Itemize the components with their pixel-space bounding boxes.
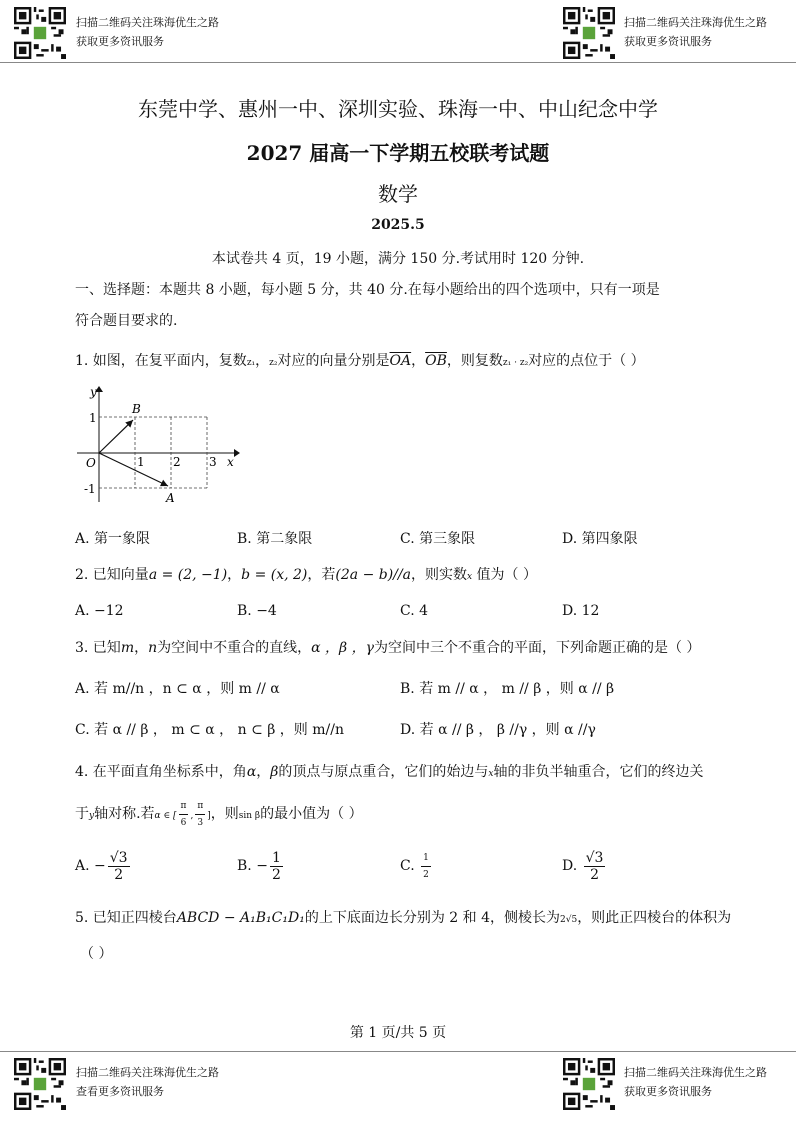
q4-text-g: ，则 (210, 806, 239, 822)
schools-title: 东莞中学、惠州一中、深圳实验、珠海一中、中山纪念中学 (138, 97, 658, 121)
qr-caption (624, 13, 767, 51)
q3-option-a: A. 若 m//n ，n ⊂ α ，则 m // α (75, 681, 280, 697)
q1-option-c: C. 第三象限 (400, 531, 476, 547)
q4-x: x (488, 769, 494, 779)
point-b-label: B (132, 402, 141, 416)
page-number: 第 1 页/共 5 页 (349, 1025, 447, 1041)
q1-product: z₁ · z₂ (502, 358, 529, 368)
qr-caption (76, 13, 219, 51)
q3-text-a: 3. 已知 (75, 640, 121, 656)
question-5-answer-paren: （ ） (80, 946, 113, 962)
q2-option-d: D. 12 (562, 603, 600, 619)
q3-sep: ， (134, 640, 149, 656)
question-4-stem-cont (75, 796, 363, 832)
qr-caption-line2: 获取更多资讯服务 (76, 35, 164, 48)
vector-oa (99, 453, 168, 486)
q4-opt-b-sign: − (256, 858, 268, 874)
q3-text-b: 为空间中不重合的直线， (157, 640, 312, 656)
q4-opt-c-num: 1 (421, 850, 431, 867)
q4-frac2-num: π (195, 798, 205, 815)
q1-text-c: ，则复数 (446, 353, 503, 369)
vector-ob (99, 420, 133, 453)
qr-code-icon (14, 7, 66, 59)
question-4-stem (75, 762, 703, 784)
q1-sep1: ， (255, 353, 270, 369)
q4-option-b (237, 846, 285, 886)
qr-caption-line1: 扫描二维码关注珠海优生之路 (624, 16, 767, 29)
q4-opt-d-frac (584, 850, 606, 883)
question-5-stem (75, 908, 731, 930)
q4-opt-d-den: 2 (590, 866, 600, 883)
y-tick-neg1: -1 (84, 482, 96, 496)
q3-m: m (120, 640, 135, 656)
q3-option-c: C. 若 α // β ， m ⊂ α ， n ⊂ β ，则 m//n (75, 722, 344, 738)
q4-opt-c-frac (421, 850, 431, 883)
x-tick-3: 3 (209, 455, 217, 469)
qr-code-icon (563, 7, 615, 59)
q3-n: n (148, 640, 158, 656)
q1-text-a: 1. 如图，在复平面内，复数 (75, 353, 247, 369)
qr-code-icon (563, 1058, 615, 1110)
section-heading: 一、选择题：本题共 8 小题，每小题 5 分，共 40 分.在每小题给出的四个选项中，只有一项是 (75, 282, 660, 298)
q1-option-a: A. 第一象限 (75, 531, 151, 547)
q4-sinb: sin β (238, 811, 261, 821)
qr-code-icon (14, 1058, 66, 1110)
q2-vector-b: b = (x, 2) (241, 567, 308, 583)
q4-frac-pi-3 (195, 798, 205, 831)
q1-text-d: 对应的点位于（ ） (528, 353, 645, 369)
y-axis-label: y (90, 385, 97, 399)
question-2-stem (75, 565, 537, 587)
q4-alpha: α (246, 764, 257, 780)
q4-text-d: 轴的非负半轴重合，它们的终边关 (493, 764, 704, 780)
q4-text-c: 的顶点与原点重合，它们的始边与 (278, 764, 489, 780)
qr-caption (624, 1063, 767, 1101)
q2-text-c: ，则实数 (410, 567, 467, 583)
q2-text-b: ，若 (307, 567, 336, 583)
qr-caption-line1: 扫描二维码关注珠海优生之路 (624, 1066, 767, 1079)
x-tick-2: 2 (173, 455, 181, 469)
q4-frac1-num: π (179, 798, 189, 815)
qr-caption (76, 1063, 219, 1101)
q4-opt-a-label: A. (75, 858, 90, 874)
section-heading-cont: 符合题目要求的. (75, 313, 178, 329)
point-a-label: A (166, 491, 175, 505)
question-1-stem (75, 351, 645, 373)
q4-frac2-den: 3 (197, 817, 204, 828)
qr-caption-line1: 扫描二维码关注珠海优生之路 (76, 1066, 219, 1079)
q4-opt-b-label: B. (237, 858, 252, 874)
q4-option-c (400, 846, 433, 886)
q1-complex-plane-figure (72, 382, 242, 507)
q1-z1: z₁ (246, 358, 256, 368)
q3-text-c: 为空间中三个不重合的平面，下列命题正确的是（ ） (373, 640, 701, 656)
q2-option-a: A. −12 (75, 603, 124, 619)
q4-text-a: 4. 在平面直角坐标系中，角 (75, 764, 247, 780)
q2-var-x: x (466, 572, 473, 582)
q2-vector-a: a = (2, −1) (148, 567, 228, 583)
q4-text-h: 的最小值为（ ） (260, 806, 363, 822)
q1-option-d: D. 第四象限 (562, 531, 638, 547)
x-tick-1: 1 (137, 455, 145, 469)
q4-cond-suffix: ] (207, 811, 211, 821)
qr-caption-line2: 获取更多资讯服务 (624, 1085, 712, 1098)
x-axis-label: x (227, 455, 234, 469)
q2-option-c: C. 4 (400, 603, 429, 619)
q2-condition: (2a − b)//a (335, 567, 411, 583)
q4-y: y (89, 811, 95, 821)
q1-sep2: ， (411, 353, 426, 369)
q5-text-a: 5. 已知正四棱台 (75, 910, 177, 926)
q1-text-b: 对应的向量分别是 (277, 353, 390, 369)
q2-text-d: 值为（ ） (472, 567, 537, 583)
q4-opt-b-num: 1 (271, 849, 281, 866)
q3-greek: α ，β ，γ (311, 640, 374, 656)
question-3-stem (75, 638, 700, 658)
q4-frac-pi-6 (179, 798, 189, 831)
y-tick-1: 1 (89, 411, 97, 425)
q1-vec-ob: $\overline{OB}$ (425, 353, 447, 369)
q5-text-c: ，则此正四棱台的体积为 (577, 910, 732, 926)
exam-info: 本试卷共 4 页，19 小题，满分 150 分.考试用时 120 分钟. (211, 251, 585, 267)
q4-opt-d-label: D. (562, 858, 578, 874)
q3-option-b: B. 若 m // α ， m // β ，则 α // β (400, 681, 615, 697)
footer-divider (0, 1051, 796, 1052)
q3-option-d: D. 若 α // β ， β //γ ，则 α //γ (400, 722, 596, 738)
exam-date: 2025.5 (371, 217, 425, 233)
header-divider (0, 62, 796, 63)
q4-text-e: 于 (75, 806, 89, 822)
q5-edge: 2√5 (560, 915, 578, 925)
q4-text-b: ， (256, 764, 271, 780)
q4-frac1-den: 6 (180, 817, 187, 828)
q4-beta: β (270, 764, 279, 780)
qr-caption-line2: 获取更多资讯服务 (624, 35, 712, 48)
q4-text-f: 轴对称.若 (94, 806, 155, 822)
q2-text-a: 2. 已知向量 (75, 567, 149, 583)
q2-sep: ， (227, 567, 242, 583)
q5-text-b: 的上下底面边长分别为 2 和 4，侧棱长为 (304, 910, 560, 926)
q1-z2: z₂ (269, 358, 278, 368)
q4-opt-a-frac (108, 850, 130, 883)
q2-option-b: B. −4 (237, 603, 277, 619)
q4-comma: , (190, 811, 194, 821)
q4-opt-a-num: √3 (109, 849, 128, 866)
q5-solid: ABCD − A₁B₁C₁D₁ (176, 910, 305, 926)
q4-opt-c-label: C. (400, 858, 415, 874)
q4-opt-d-num: √3 (585, 849, 604, 866)
q4-opt-b-frac (270, 850, 283, 883)
q4-opt-a-sign: − (94, 858, 106, 874)
subject-title: 数学 (378, 182, 418, 206)
exam-title: 2027 届高一下学期五校联考试题 (246, 141, 550, 165)
q4-cond-prefix: α ∈ [ (154, 811, 177, 821)
q4-option-d (562, 846, 607, 886)
qr-caption-line1: 扫描二维码关注珠海优生之路 (76, 16, 219, 29)
q1-vec-oa: $\overline{OA}$ (389, 353, 412, 369)
q4-opt-c-den: 2 (423, 869, 429, 880)
origin-label: O (86, 456, 96, 470)
qr-caption-line2: 查看更多资讯服务 (76, 1085, 164, 1098)
q4-option-a (75, 846, 132, 886)
q4-opt-a-den: 2 (114, 866, 124, 883)
q4-opt-b-den: 2 (271, 866, 281, 883)
q1-option-b: B. 第二象限 (237, 531, 313, 547)
